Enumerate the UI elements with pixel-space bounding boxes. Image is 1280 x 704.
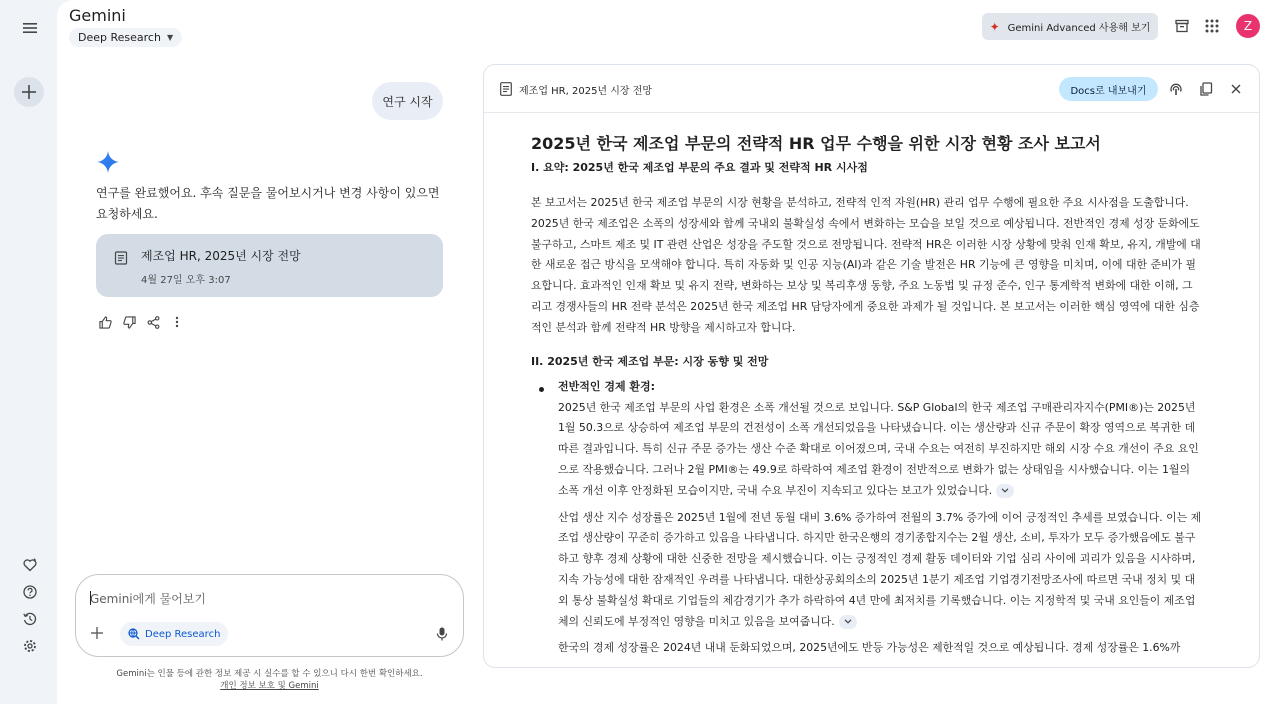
apps-grid-icon[interactable]: [1202, 16, 1222, 36]
disclaimer-text: Gemini는 인물 등에 관한 정보 제공 시 실수를 할 수 있으니 다시 한번 확인하세요.: [116, 669, 423, 679]
assistant-reply: 연구를 완료했어요. 후속 질문을 물어보시거나 변경 사항이 있으면 요청하세요.: [96, 186, 440, 221]
export-to-docs-button[interactable]: Docs로 내보내기: [1059, 77, 1158, 101]
thumbs-up-icon[interactable]: [97, 314, 113, 330]
report-panel-header: [484, 65, 1259, 113]
plus-icon: [22, 85, 36, 99]
chevron-down-icon: [844, 619, 852, 624]
report-card-title: 제조업 HR, 2025년 시장 전망: [141, 249, 301, 263]
chevron-down-icon: [1001, 488, 1009, 493]
disclaimer: [75, 668, 464, 692]
deep-research-label: Deep Research: [145, 628, 221, 640]
plus-icon: [91, 627, 103, 639]
bullet-heading: 전반적인 경제 환경:: [558, 379, 656, 393]
report-document: [531, 134, 1203, 665]
share-icon[interactable]: [145, 314, 161, 330]
sparkle-icon: ✦: [989, 19, 1000, 34]
try-advanced-button[interactable]: [982, 13, 1158, 40]
microphone-icon[interactable]: [436, 627, 448, 641]
response-actions: [97, 314, 185, 330]
report-panel-title: 제조업 HR, 2025년 시장 전망: [519, 86, 653, 97]
prompt-input[interactable]: Gemini에게 물어보기: [90, 592, 207, 606]
expand-sources-button[interactable]: [839, 615, 857, 629]
user-message: 연구 시작: [372, 82, 443, 120]
report-card[interactable]: [96, 234, 443, 297]
economy-paragraph-3: 한국의 경제 성장률은 2024년 내내 둔화되었으며, 2025년에도 반등 가능성은 제한적일 것으로 예상됩니다. 경제 성장률은 1.6%까: [558, 641, 1181, 655]
privacy-link[interactable]: 개인 정보 보호 및 Gemini: [220, 681, 319, 691]
thumbs-down-icon[interactable]: [121, 314, 137, 330]
new-chat-button[interactable]: [14, 77, 44, 107]
section-heading-trends: II. 2025년 한국 제조업 부문: 시장 동향 및 전망: [531, 354, 769, 368]
expand-sources-button[interactable]: [996, 484, 1014, 498]
audio-overview-icon[interactable]: [1166, 79, 1186, 99]
try-advanced-label: Gemini Advanced 사용해 보기: [1007, 23, 1151, 34]
economy-paragraph-1-text: 2025년 한국 제조업 부문의 사업 환경은 소폭 개선될 것으로 보입니다. S&P Global의 한국 제조업 구매관리자지수(PMI®)는 2025년 1월 50.3으로 상승하여 제조업 부문의 건전성이 소폭 개선되었음을 나타냈습니다. 이는 생산량과 신규 주문이 확장 영역으로 복귀한 데 따른 결과입니다. 특히 신규 주문 증가는 생산 수준 확대로 이어졌으며, 국내 수요는 여전히 부진하지만 해외 시장 수요 개선이 주요 요인으로 작용했습니다. 그러나 2월 PMI®는 49.9로 하락하여 제조업 환경이 전반적으로 변화가 없는 상태임을 시사했습니다. 이는 1월의 소폭 개선 이후 안정화된 모습이지만, 국내 수요 부진이 지속되고 있다는 보고가 있었습니다.: [558, 400, 1199, 497]
bullet-dot: [539, 387, 544, 392]
report-heading: 2025년 한국 제조업 부문의 전략적 HR 업무 수행을 위한 시장 현황 조사 보고서: [531, 134, 1101, 153]
research-globe-icon: [128, 628, 140, 640]
activity-icon[interactable]: [20, 609, 40, 629]
report-card-date: 4월 27일 오후 3:07: [141, 275, 231, 286]
menu-icon[interactable]: [18, 16, 42, 40]
prompt-box[interactable]: [75, 574, 464, 657]
bullet-item: [531, 379, 1203, 660]
left-rail: [0, 0, 57, 704]
main-area: [57, 0, 1280, 704]
copy-icon[interactable]: [1196, 79, 1216, 99]
avatar[interactable]: Z: [1236, 14, 1260, 38]
settings-icon[interactable]: [20, 636, 40, 656]
economy-paragraph-2: [558, 508, 1203, 633]
gem-manager-icon[interactable]: [20, 555, 40, 575]
mode-selector[interactable]: [69, 28, 182, 47]
deep-research-chip[interactable]: [120, 622, 228, 646]
add-attachment-button[interactable]: [89, 625, 105, 641]
document-icon: [114, 251, 128, 265]
economy-paragraph-1: [558, 398, 1203, 502]
report-panel: [483, 64, 1260, 668]
help-icon[interactable]: [20, 582, 40, 602]
gemini-sparkle-icon: [97, 151, 119, 173]
document-icon: [500, 82, 512, 96]
more-vert-icon[interactable]: [169, 314, 185, 330]
economy-paragraph-2-text: 산업 생산 지수 성장률은 2025년 1월에 전년 동월 대비 3.6% 증가하여 전월의 3.7% 증가에 이어 긍정적인 추세를 보였습니다. 이는 제조업 생산량이 꾸준히 증가하고 있음을 나타냅니다. 하지만 한국은행의 경기종합지수는 2월 생산, 소비, 투자가 모두 증가했음에도 불구하고 향후 경제 상황에 대한 신중한 전망을 제시했습니다. 이는 긍정적인 경제 활동 데이터와 기업 심리 사이에 괴리가 있음을 시사하며, 지속 가능성에 대한 잠재적인 우려를 나타냅니다. 대한상공회의소의 2025년 1분기 제조업 기업경기전망조사에 따르면 국내 정치 및 대외 통상 불확실성 확대로 기업들의 체감경기가 추가 하락하여 4년 만에 최저치를 기록했습니다. 이는 지정학적 및 국내 요인들이 제조업체의 신뢰도에 부정적인 영향을 미치고 있음을 보여줍니다.: [558, 510, 1202, 628]
caret-down-icon: ▼: [166, 33, 174, 42]
close-icon[interactable]: [1226, 79, 1246, 99]
section-heading-summary: I. 요약: 2025년 한국 제조업 부문의 주요 결과 및 전략적 HR 시사점: [531, 161, 868, 174]
app-title[interactable]: Gemini: [69, 6, 126, 25]
archive-icon[interactable]: [1172, 16, 1192, 36]
mode-label: Deep Research: [78, 31, 161, 44]
summary-paragraph: 본 보고서는 2025년 한국 제조업 부문의 시장 현황을 분석하고, 전략적 인적 자원(HR) 관리 업무 수행에 필요한 주요 시사점을 도출합니다. 2025년 한국 제조업은 소폭의 성장세와 함께 국내외 불확실성 속에서 변화하는 모습을 보일 것으로 예상됩니다. 전반적인 경제 성장 둔화에도 불구하고, 스마트 제조 및 IT 관련 산업은 성장을 주도할 것으로 전망됩니다. 전략적 HR은 이러한 시장 상황에 맞춰 인재 확보, 유지, 개발에 대한 새로운 접근 방식을 모색해야 합니다. 특히 자동화 및 인공 지능(AI)과 같은 기술 발전은 HR 기능에 큰 영향을 미치며, 이에 대한 준비가 필요합니다. 효과적인 인재 확보 및 유지 전략, 변화하는 보상 및 복리후생 동향, 주요 노동법 및 규정 준수, 인구 통계학적 변화에 대한 이해, 그리고 경쟁사들의 HR 전략 분석은 2025년 한국 제조업 HR 담당자에게 중요한 과제가 될 것입니다. 본 보고서는 이러한 핵심 영역에 대한 심층적인 분석과 함께 전략적 HR 방향을 제시하고자 합니다.: [531, 196, 1201, 334]
